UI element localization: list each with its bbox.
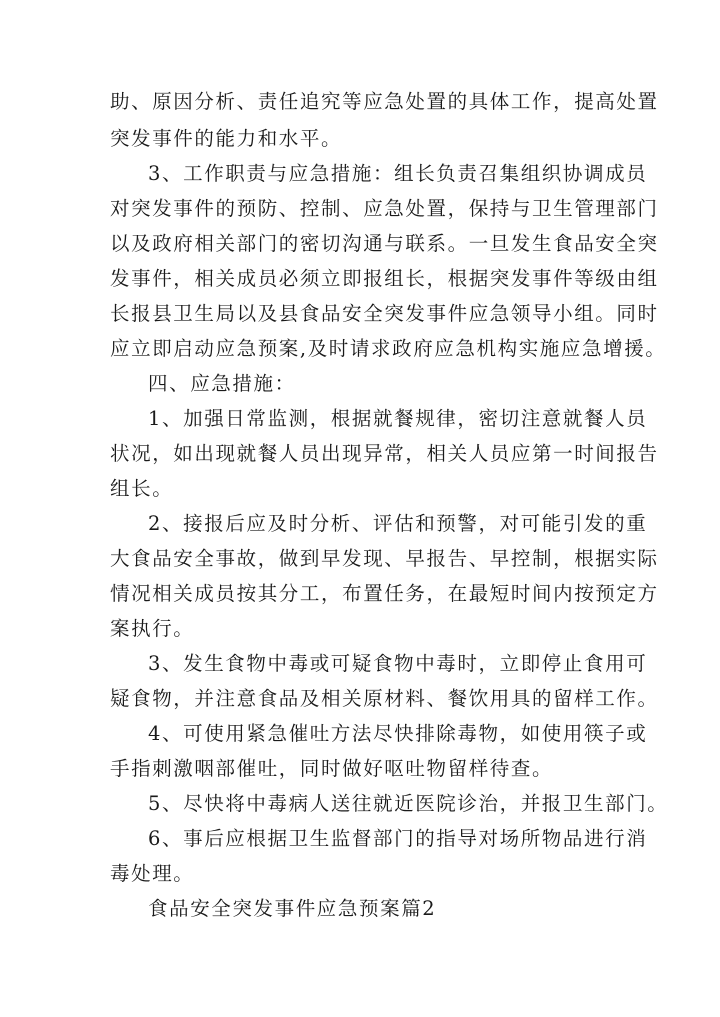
- section-heading: 四、应急措施：: [148, 372, 296, 395]
- next-section-title: 食品安全突发事件应急预案篇2: [148, 897, 437, 920]
- text-line: 疑食物，并注意食品及相关原材料、餐饮用具的留样工作。: [110, 687, 659, 710]
- text-line: 5、尽快将中毒病人送往就近医院诊治，并报卫生部门。: [148, 792, 669, 815]
- text-line: 手指刺激咽部催吐，同时做好呕吐物留样待查。: [110, 757, 554, 780]
- text-line: 应立即启动应急预案,及时请求政府应急机构实施应急增援。: [110, 337, 667, 360]
- text-line: 长报县卫生局以及县食品安全突发事件应急领导小组。同时: [110, 302, 659, 325]
- text-line: 3、发生食物中毒或可疑食物中毒时，立即停止食用可: [148, 652, 648, 675]
- text-line: 6、事后应根据卫生监督部门的指导对场所物品进行消: [148, 827, 648, 850]
- text-line: 发事件，相关成员必须立即报组长，根据突发事件等级由组: [110, 267, 659, 290]
- text-line: 以及政府相关部门的密切沟通与联系。一旦发生食品安全突: [110, 232, 659, 255]
- text-line: 1、加强日常监测，根据就餐规律，密切注意就餐人员: [148, 407, 648, 430]
- text-line: 组长。: [110, 477, 174, 500]
- text-line: 案执行。: [110, 617, 195, 640]
- text-line: 3、工作职责与应急措施：组长负责召集组织协调成员: [148, 162, 648, 185]
- text-line: 毒处理。: [110, 862, 195, 885]
- text-line: 对突发事件的预防、控制、应急处置，保持与卫生管理部门: [110, 197, 659, 220]
- text-line: 助、原因分析、责任追究等应急处置的具体工作，提高处置: [110, 90, 659, 113]
- text-line: 情况相关成员按其分工，布置任务，在最短时间内按预定方: [110, 582, 659, 605]
- text-line: 大食品安全事故，做到早发现、早报告、早控制，根据实际: [110, 547, 659, 570]
- text-line: 4、可使用紧急催吐方法尽快排除毒物，如使用筷子或: [148, 722, 648, 745]
- text-line: 状况，如出现就餐人员出现异常，相关人员应第一时间报告: [110, 442, 659, 465]
- text-line: 突发事件的能力和水平。: [110, 127, 343, 150]
- text-line: 2、接报后应及时分析、评估和预警，对可能引发的重: [148, 512, 648, 535]
